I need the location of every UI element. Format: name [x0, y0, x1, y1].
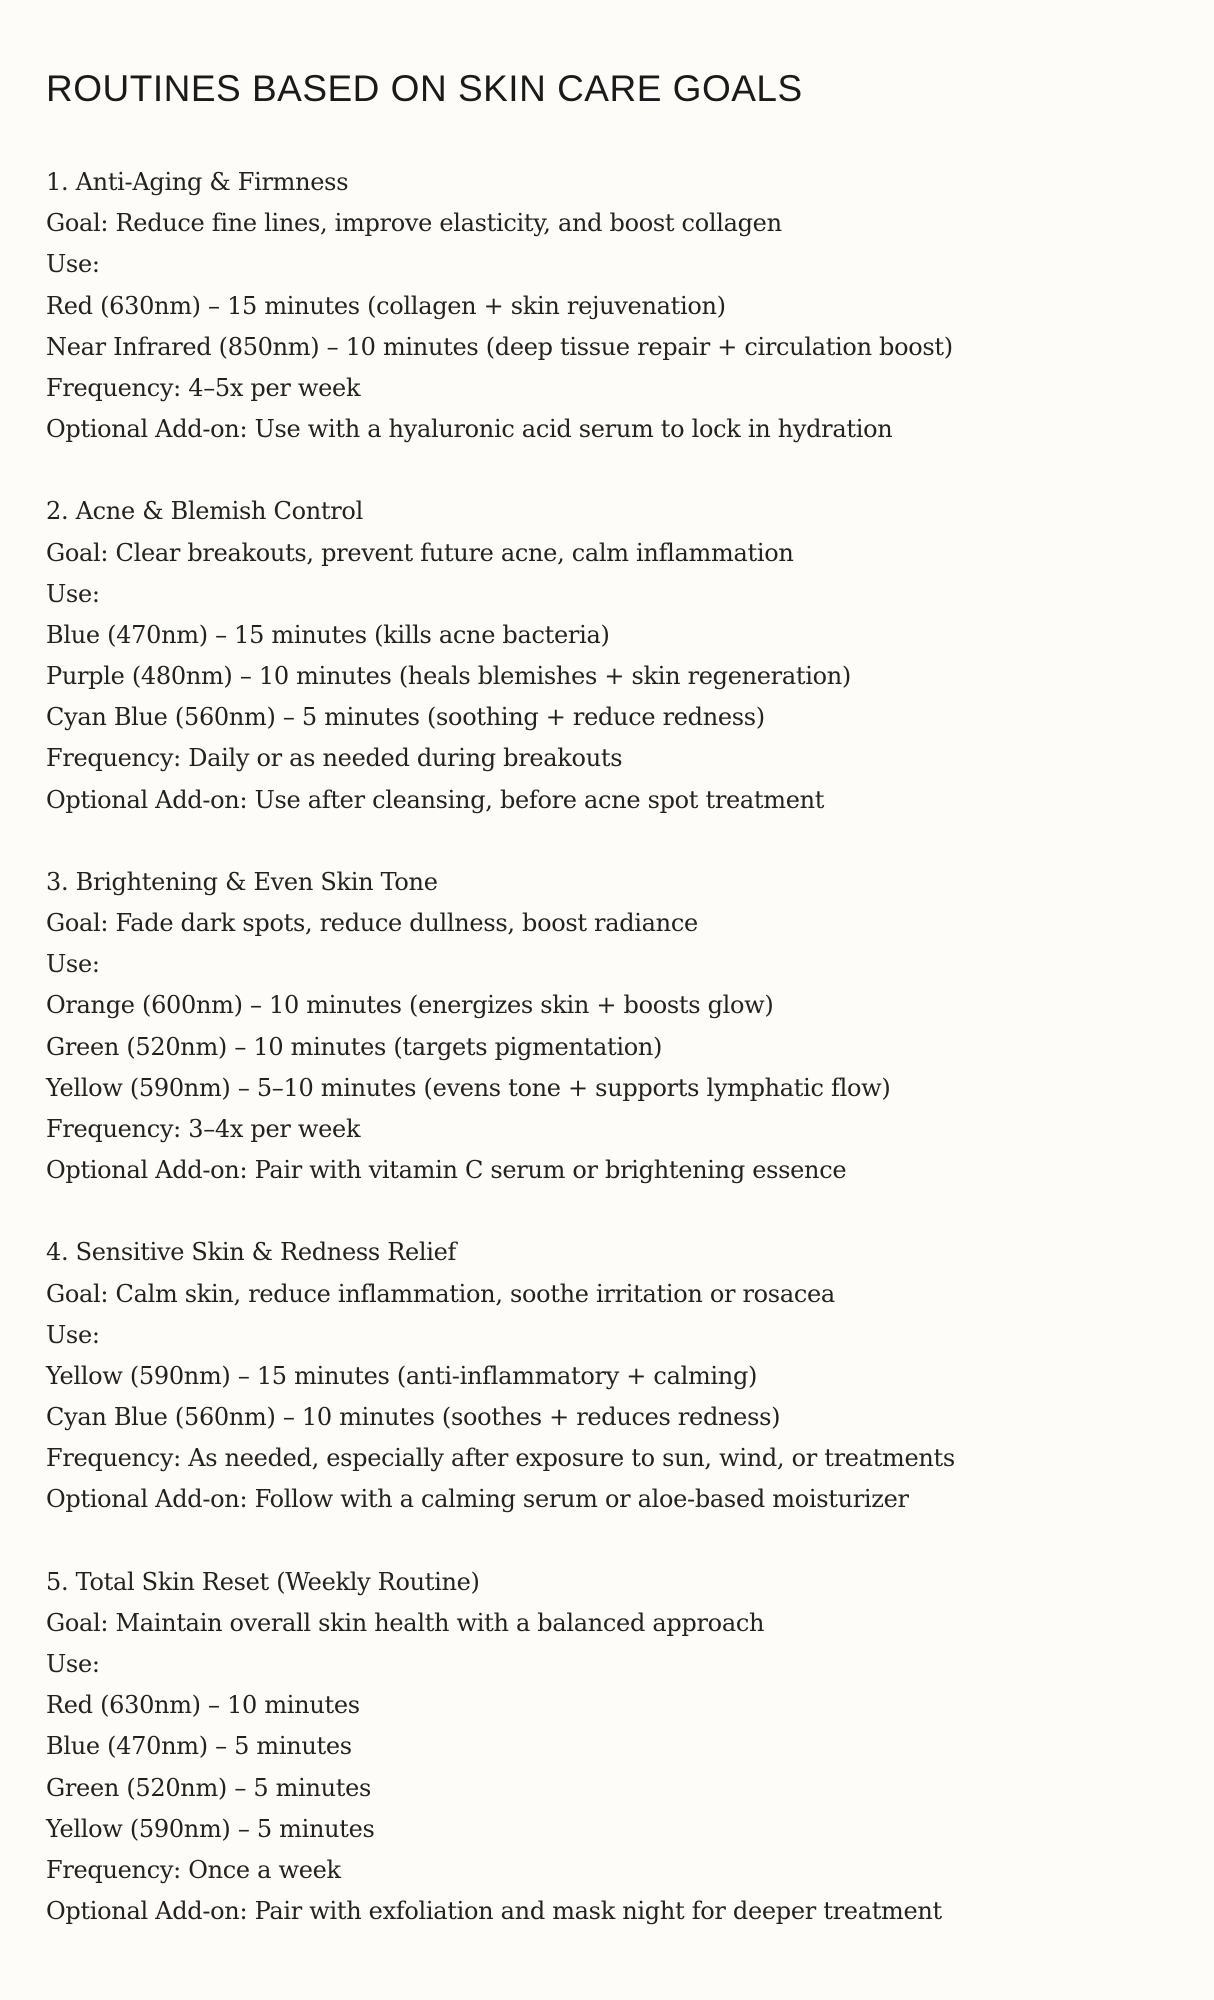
light-item: Purple (480nm) – 10 minutes (heals blemishes + skin regeneration): [46, 662, 851, 691]
section-addon: Optional Add-on: Use after cleansing, before acne spot treatment: [46, 785, 825, 814]
light-item: Red (630nm) – 10 minutes: [46, 1691, 360, 1720]
light-item: Yellow (590nm) – 15 minutes (anti-inflammatory + calming): [46, 1361, 758, 1390]
light-item: Near Infrared (850nm) – 10 minutes (deep tissue repair + circulation boost): [46, 332, 953, 361]
section-heading: 2. Acne & Blemish Control: [46, 497, 363, 526]
light-item: Green (520nm) – 10 minutes (targets pigmentation): [46, 1032, 663, 1061]
routine-section-sensitive-skin: [46, 1232, 1176, 1520]
document-page: [46, 64, 1176, 1973]
section-frequency: Frequency: As needed, especially after exposure to sun, wind, or treatments: [46, 1444, 955, 1473]
section-heading: 3. Brightening & Even Skin Tone: [46, 867, 438, 896]
section-use-label: Use:: [46, 950, 100, 979]
section-use-label: Use:: [46, 579, 100, 608]
light-item: Yellow (590nm) – 5 minutes: [46, 1814, 375, 1843]
section-heading: 1. Anti-Aging & Firmness: [46, 168, 349, 196]
section-goal: Goal: Clear breakouts, prevent future acne, calm inflammation: [46, 538, 794, 567]
routine-section-acne: [46, 491, 1176, 821]
light-item: Cyan Blue (560nm) – 5 minutes (soothing + reduce redness): [46, 703, 765, 732]
section-goal: Goal: Maintain overall skin health with a balanced approach: [46, 1608, 765, 1637]
light-item: Blue (470nm) – 5 minutes: [46, 1732, 352, 1761]
light-item: Orange (600nm) – 10 minutes (energizes skin + boosts glow): [46, 991, 774, 1020]
section-use-label: Use:: [46, 250, 100, 279]
section-addon: Optional Add-on: Use with a hyaluronic acid serum to lock in hydration: [46, 415, 893, 444]
section-frequency: Frequency: Daily or as needed during breakouts: [46, 744, 623, 773]
routine-section-anti-aging: [46, 162, 1176, 450]
section-use-label: Use:: [46, 1650, 100, 1678]
section-frequency: Frequency: 3–4x per week: [46, 1114, 361, 1143]
light-item: Blue (470nm) – 15 minutes (kills acne bacteria): [46, 620, 610, 649]
light-item: Green (520nm) – 5 minutes: [46, 1773, 372, 1802]
section-goal: Goal: Calm skin, reduce inflammation, soothe irritation or rosacea: [46, 1279, 835, 1308]
routine-section-brightening: [46, 862, 1176, 1192]
section-goal: Goal: Fade dark spots, reduce dullness, boost radiance: [46, 909, 698, 937]
section-heading: 5. Total Skin Reset (Weekly Routine): [46, 1567, 480, 1596]
routine-section-total-reset: [46, 1562, 1176, 1933]
section-use-label: Use:: [46, 1320, 100, 1349]
section-heading: 4. Sensitive Skin & Redness Relief: [46, 1238, 457, 1267]
section-goal: Goal: Reduce fine lines, improve elasticity, and boost collagen: [46, 209, 782, 238]
light-item: Red (630nm) – 15 minutes (collagen + skin rejuvenation): [46, 291, 726, 320]
page-title: ROUTINES BASED ON SKIN CARE GOALS: [46, 68, 803, 109]
section-addon: Optional Add-on: Pair with exfoliation and mask night for deeper treatment: [46, 1897, 942, 1926]
section-frequency: Frequency: Once a week: [46, 1855, 341, 1884]
light-item: Cyan Blue (560nm) – 10 minutes (soothes + reduces redness): [46, 1403, 781, 1432]
section-addon: Optional Add-on: Pair with vitamin C serum or brightening essence: [46, 1156, 847, 1185]
section-frequency: Frequency: 4–5x per week: [46, 373, 361, 402]
light-item: Yellow (590nm) – 5–10 minutes (evens tone + supports lymphatic flow): [46, 1073, 891, 1102]
section-addon: Optional Add-on: Follow with a calming serum or aloe-based moisturizer: [46, 1485, 909, 1514]
